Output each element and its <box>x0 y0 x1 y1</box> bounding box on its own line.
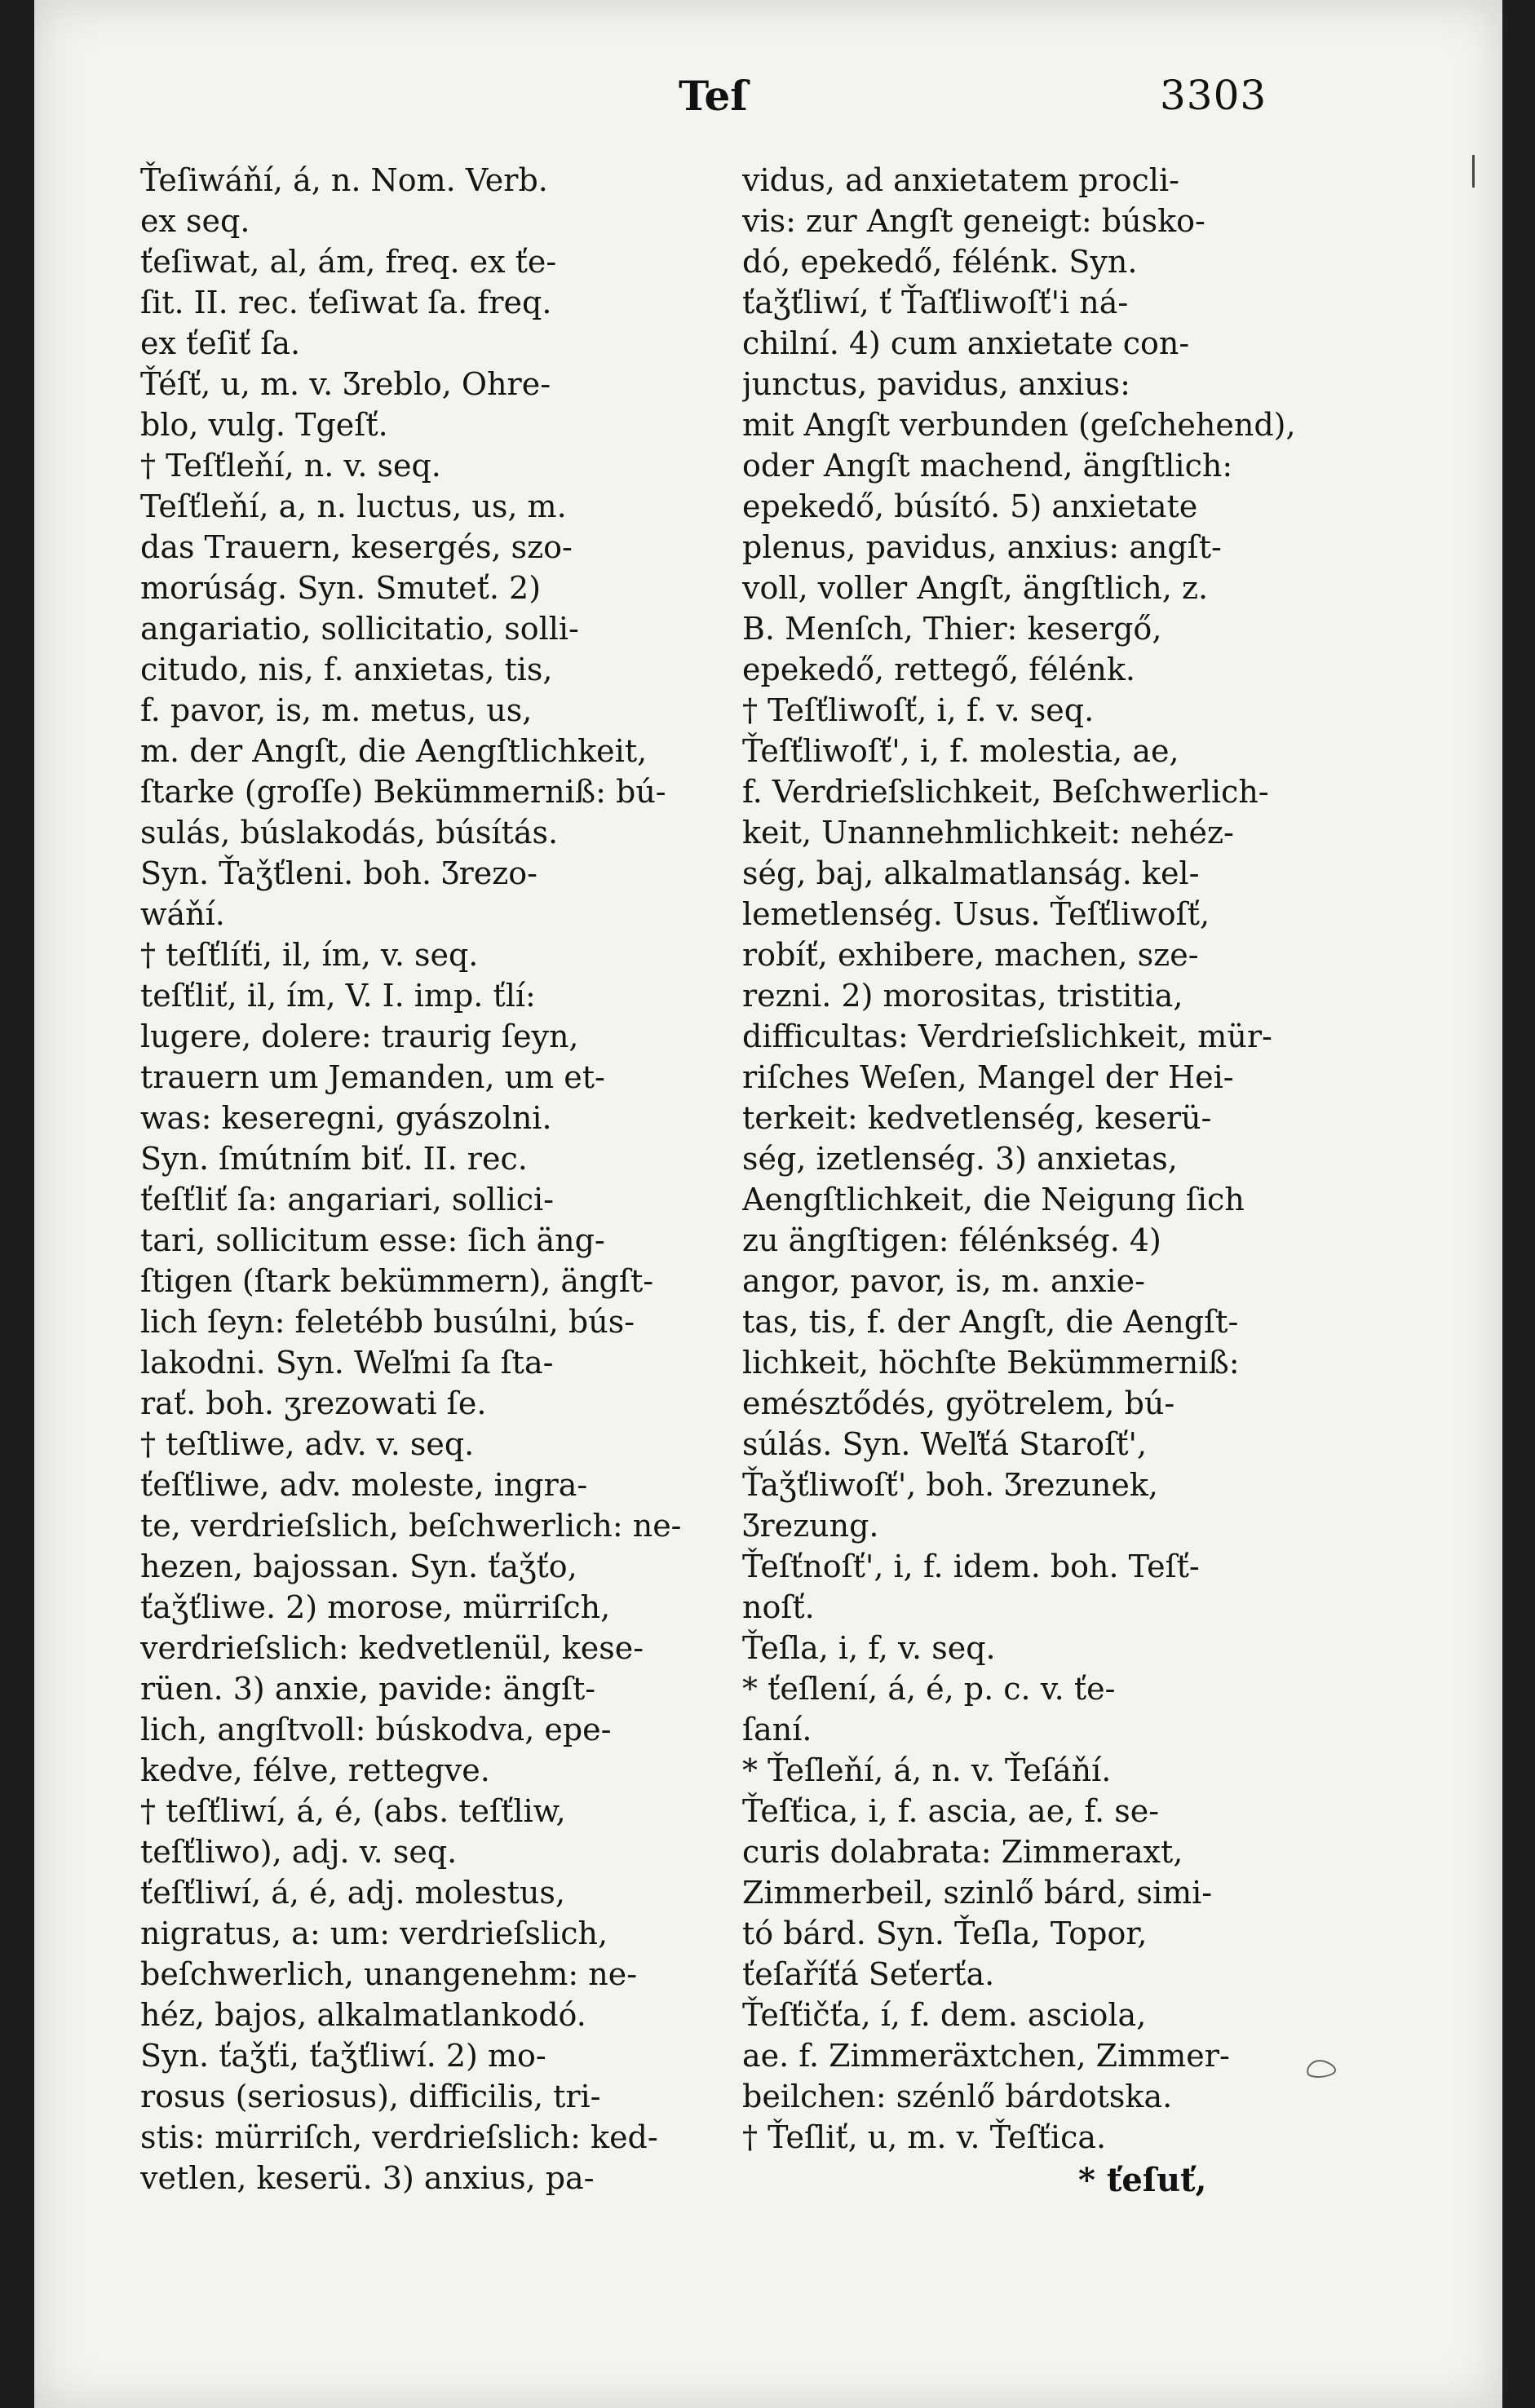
left-column-line: angariatio, sollicitatio, solli- <box>140 611 579 647</box>
running-header-word: Teſ <box>679 72 748 120</box>
left-column-line: beſchwerlich, unangenehm: ne- <box>140 1956 638 1992</box>
right-column-line: riſches Weſen, Mangel der Hei- <box>742 1059 1234 1095</box>
page-number: 3303 <box>1160 72 1267 119</box>
right-column-line: † Teſťliwoſť, i, f. v. seq. <box>742 692 1095 728</box>
left-column-line: Teſťleňí, a, n. luctus, us, m. <box>140 488 567 524</box>
right-column-line: vidus, ad anxietatem procli- <box>742 162 1179 198</box>
left-column-line: héz, bajos, alkalmatlankodó. <box>140 1997 586 2033</box>
left-column-line: ſtigen (ſtark bekümmern), ängſt- <box>140 1263 654 1299</box>
left-column-line: teſťliť, il, ím, V. I. imp. ťlí: <box>140 978 536 1014</box>
left-column-line: teſťliwo), adj. v. seq. <box>140 1834 458 1870</box>
left-column-line: lakodni. Syn. Weľmi ſa ſta- <box>140 1345 554 1381</box>
left-column-line: lich, angſtvoll: búskodva, epe- <box>140 1712 612 1747</box>
left-column-line: ťeſťliwe, adv. moleste, ingra- <box>140 1467 588 1503</box>
left-column-line: morúság. Syn. Smuteť. 2) <box>140 570 542 606</box>
left-column-line: † teſťlíťi, il, ím, v. seq. <box>140 937 479 973</box>
left-column-line: das Trauern, kesergés, szo- <box>140 529 573 565</box>
right-column-line: keit, Unannehmlichkeit: nehéz- <box>742 815 1234 851</box>
left-column-line: kedve, félve, rettegve. <box>140 1752 490 1788</box>
left-column-line: ſtarke (groſſe) Bekümmerniß: bú- <box>140 774 666 810</box>
left-column-line: blo, vulg. Tgeſť. <box>140 407 388 443</box>
left-column-line: hezen, bajossan. Syn. ťaǯťo, <box>140 1549 577 1584</box>
right-column-line: ťaǯťliwí, ť Ťaſťliwoſť'i ná- <box>742 285 1129 320</box>
right-column-line: terkeit: kedvetlenség, keserü- <box>742 1100 1212 1136</box>
right-column-line: lemetlenség. Usus. Ťeſťliwoſť, <box>742 896 1210 932</box>
right-column-line: Ťeſťičťa, í, f. dem. asciola, <box>742 1997 1147 2033</box>
left-column-line: rať. boh. ʒrezowati ſe. <box>140 1385 487 1421</box>
left-column-line: verdrieſslich: kedvetlenül, kese- <box>140 1630 644 1666</box>
right-column-line: voll, voller Angſt, ängſtlich, z. <box>742 570 1209 606</box>
right-column <box>742 160 1313 2158</box>
right-column-line: epekedő, rettegő, félénk. <box>742 652 1135 687</box>
right-column-line: tas, tis, f. der Angſt, die Aengſt- <box>742 1304 1239 1340</box>
right-column-line: junctus, pavidus, anxius: <box>742 366 1130 402</box>
right-column-line: Aengſtlichkeit, die Neigung ſich <box>742 1182 1245 1217</box>
right-column-line: robíť, exhibere, machen, sze- <box>742 937 1199 973</box>
right-column-line: oder Angſt machend, ängſtlich: <box>742 448 1233 484</box>
left-column-line: stis: mürriſch, verdrieſslich: ked- <box>140 2119 658 2155</box>
margin-pencil-mark-icon <box>1303 2055 1343 2079</box>
left-column-line: tari, sollicitum esse: ſich äng- <box>140 1222 605 1258</box>
left-column-line: † Teſťleňí, n. v. seq. <box>140 448 441 484</box>
left-column-line: rosus (seriosus), difficilis, tri- <box>140 2079 601 2114</box>
left-column-line: ťeſťliwí, á, é, adj. molestus, <box>140 1875 565 1911</box>
left-column-line: Ťeſiwáňí, á, n. Nom. Verb. <box>140 162 548 198</box>
right-column-line: Ťeſťica, i, f. ascia, ae, f. se- <box>742 1793 1160 1829</box>
right-column-line: vis: zur Angſt geneigt: búsko- <box>742 203 1205 239</box>
right-column-line: tó bárd. Syn. Ťeſla, Topor, <box>742 1915 1148 1951</box>
right-column-line: Ťaǯťliwoſť', boh. Ʒrezunek, <box>742 1467 1158 1503</box>
left-column-line: ťeſiwat, al, ám, freq. ex ťe- <box>140 244 557 280</box>
left-column <box>140 160 711 2198</box>
left-column-line: † teſtliwe, adv. v. seq. <box>140 1426 475 1462</box>
right-column-line: † Ťeſliť, u, m. v. Ťeſťica. <box>742 2119 1107 2155</box>
right-column-line: plenus, pavidus, anxius: angſt- <box>742 529 1222 565</box>
dictionary-page <box>34 0 1502 2408</box>
left-column-line: te, verdrieſslich, beſchwerlich: ne- <box>140 1508 682 1544</box>
right-column-line: ſaní. <box>742 1712 812 1747</box>
right-column-line: Ťeſla, i, f, v. seq. <box>742 1630 996 1666</box>
right-column-line: difficultas: Verdrieſslichkeit, mür- <box>742 1018 1272 1054</box>
left-column-line: wáňí. <box>140 896 225 932</box>
right-column-line: beilchen: szénlő bárdotska. <box>742 2079 1173 2114</box>
right-column-line: * ťeſlení, á, é, p. c. v. ťe- <box>742 1671 1116 1707</box>
right-column-line: lichkeit, höchſte Bekümmerniß: <box>742 1345 1240 1381</box>
right-column-line: ťeſaříťá Seťerťa. <box>742 1956 995 1992</box>
left-column-line: vetlen, keserü. 3) anxius, pa- <box>140 2160 595 2196</box>
left-column-line: ťaǯťliwe. 2) morose, mürriſch, <box>140 1589 611 1625</box>
left-column-line: ex seq. <box>140 203 250 239</box>
left-column-line: ſit. II. rec. ťeſiwat ſa. freq. <box>140 285 552 320</box>
left-column-line: trauern um Jemanden, um et- <box>140 1059 605 1095</box>
left-column-line: rüen. 3) anxie, pavide: ängſt- <box>140 1671 596 1707</box>
left-column-line: † teſťliwí, á, é, (abs. teſťliw, <box>140 1793 566 1829</box>
margin-tick-mark <box>1472 155 1475 188</box>
right-column-line: Ʒrezung. <box>742 1508 879 1544</box>
left-column-line: was: keseregni, gyászolni. <box>140 1100 552 1136</box>
right-column-line: B. Menſch, Thier: kesergő, <box>742 611 1162 647</box>
right-column-line: rezni. 2) morositas, tristitia, <box>742 978 1183 1014</box>
right-column-line: mit Angſt verbunden (geſchehend), <box>742 407 1296 443</box>
right-column-line: zu ängſtigen: félénkség. 4) <box>742 1222 1161 1258</box>
left-column-line: nigratus, a: um: verdrieſslich, <box>140 1915 608 1951</box>
catchword: * ťeſuť, <box>1078 2161 1207 2199</box>
right-column-line: dó, epekedő, félénk. Syn. <box>742 244 1138 280</box>
left-column-line: lugere, dolere: traurig ſeyn, <box>140 1018 579 1054</box>
left-column-line: ex ťeſiť ſa. <box>140 325 301 361</box>
left-column-line: m. der Angſt, die Aengſtlichkeit, <box>140 733 648 769</box>
right-column-line: ae. f. Zimmeräxtchen, Zimmer- <box>742 2038 1230 2074</box>
right-column-line: epekedő, búsító. 5) anxietate <box>742 488 1198 524</box>
right-column-line: ség, baj, alkalmatlanság. kel- <box>742 855 1200 891</box>
left-column-line: ťeſťliť ſa: angariari, sollici- <box>140 1182 555 1217</box>
left-column-line: sulás, búslakodás, búsítás. <box>140 815 559 851</box>
right-column-line: emésztődés, gyötrelem, bú- <box>742 1385 1175 1421</box>
right-column-line: * Ťeſleňí, á, n. v. Ťeſáňí. <box>742 1752 1112 1788</box>
left-column-line: lich ſeyn: feletébb busúlni, bús- <box>140 1304 635 1340</box>
right-column-line: Zimmerbeil, szinlő bárd, simi- <box>742 1875 1213 1911</box>
left-column-line: Ťéſť, u, m. v. Ʒreblo, Ohre- <box>140 366 551 402</box>
right-column-line: Ťeſťliwoſť', i, f. molestia, ae, <box>742 733 1179 769</box>
right-column-line: chilní. 4) cum anxietate con- <box>742 325 1190 361</box>
right-column-line: f. Verdrieſslichkeit, Beſchwerlich- <box>742 774 1269 810</box>
right-column-line: angor, pavor, is, m. anxie- <box>742 1263 1145 1299</box>
left-column-line: Syn. ſmútním biť. II. rec. <box>140 1141 528 1177</box>
right-column-line: súlás. Syn. Weľťá Staroſť', <box>742 1426 1148 1462</box>
left-column-line: Syn. Ťaǯťleni. boh. Ʒrezo- <box>140 855 538 891</box>
right-column-line: noſť. <box>742 1589 815 1625</box>
right-column-line: ség, izetlenség. 3) anxietas, <box>742 1141 1178 1177</box>
left-column-line: citudo, nis, f. anxietas, tis, <box>140 652 553 687</box>
right-column-line: curis dolabrata: Zimmeraxt, <box>742 1834 1183 1870</box>
right-column-line: Ťeſťnoſť', i, f. idem. boh. Teſť- <box>742 1549 1200 1584</box>
left-column-line: Syn. ťaǯťi, ťaǯťliwí. 2) mo- <box>140 2038 546 2074</box>
left-column-line: f. pavor, is, m. metus, us, <box>140 692 533 728</box>
